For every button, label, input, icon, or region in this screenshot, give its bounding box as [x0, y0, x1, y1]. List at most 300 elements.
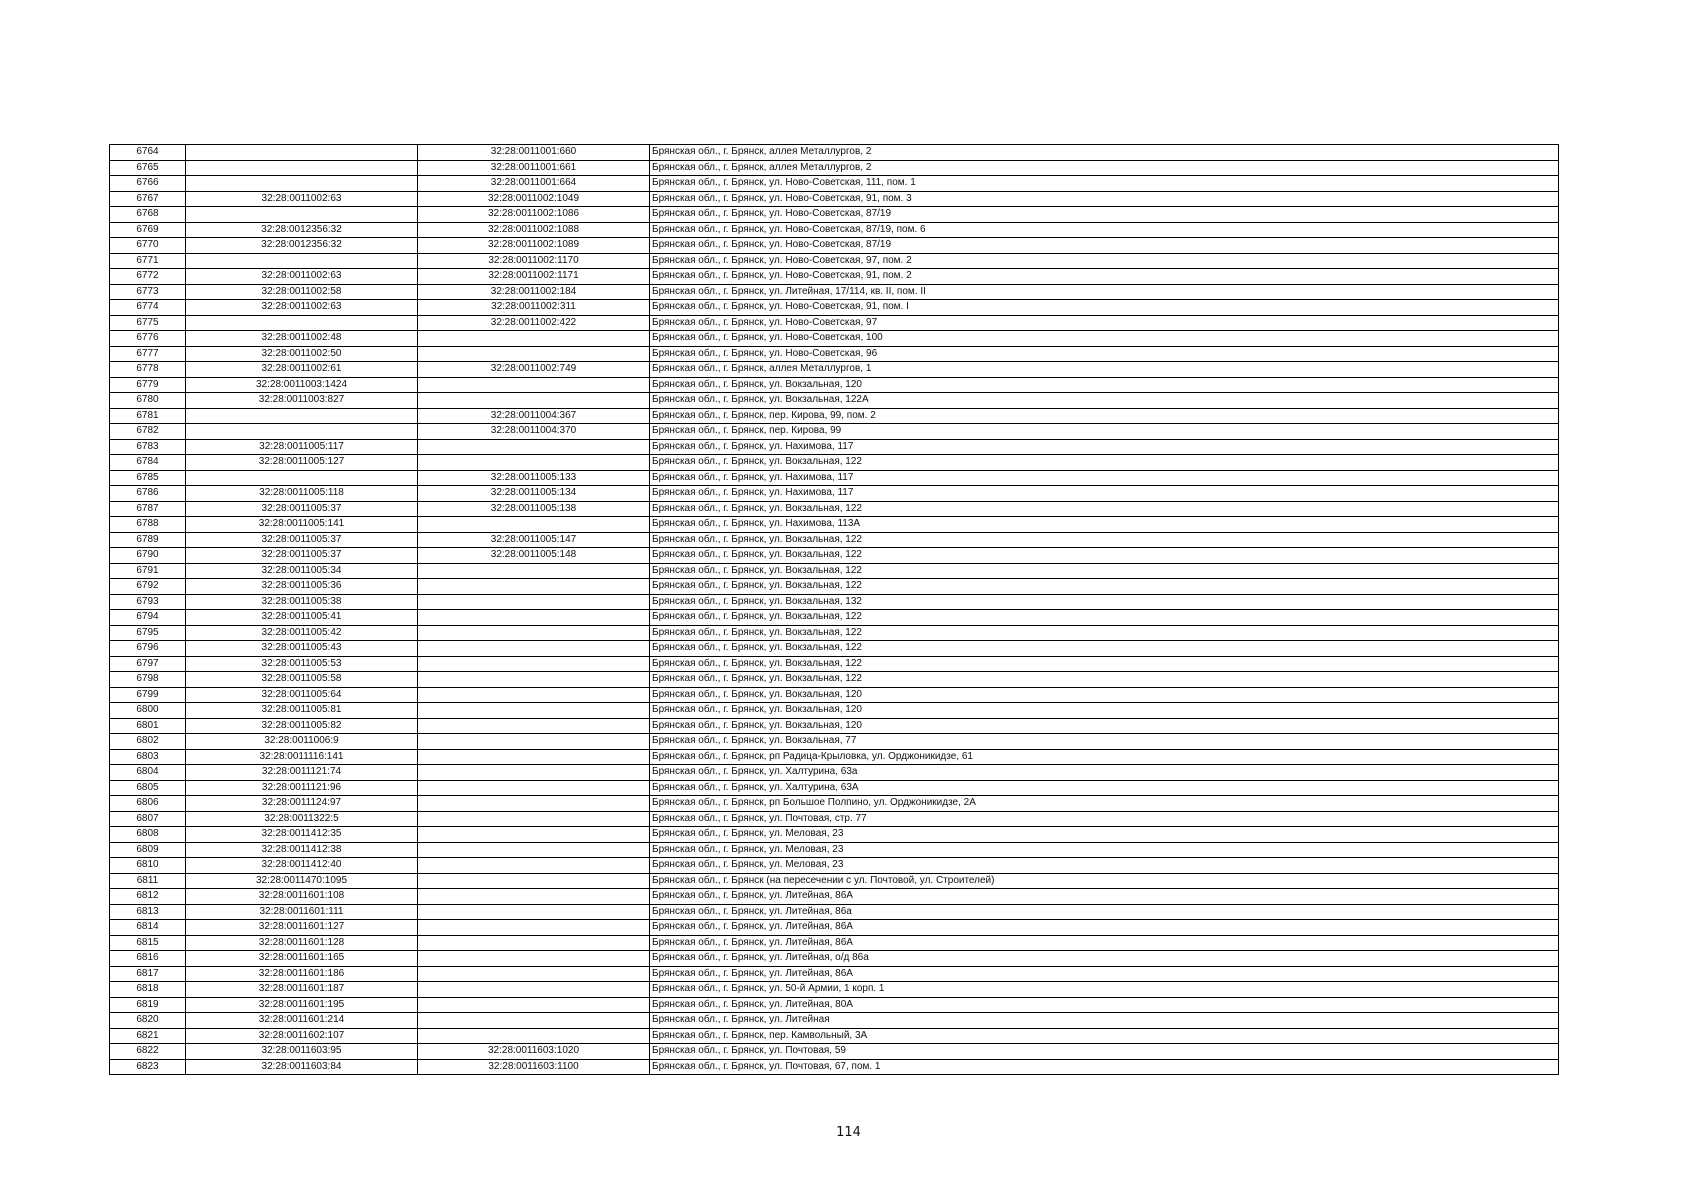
table-row	[110, 641, 1559, 657]
land-cadastral-number-cell: 32:28:0011005:34	[186, 563, 418, 579]
table-row	[110, 439, 1559, 455]
land-cadastral-number-cell: 32:28:0011412:35	[186, 827, 418, 843]
table-row	[110, 362, 1559, 378]
row-number-cell: 6819	[110, 997, 186, 1013]
table-row	[110, 982, 1559, 998]
building-cadastral-number-cell	[418, 517, 650, 533]
address-cell: Брянская обл., г. Брянск, ул. Вокзальная, 122	[650, 625, 1559, 641]
address-cell: Брянская обл., г. Брянск, ул. Нахимова, 117	[650, 470, 1559, 486]
table-row	[110, 300, 1559, 316]
table-row	[110, 424, 1559, 440]
building-cadastral-number-cell	[418, 811, 650, 827]
table-row	[110, 687, 1559, 703]
address-cell: Брянская обл., г. Брянск, ул. Ново-Советская, 97, пом. 2	[650, 253, 1559, 269]
building-cadastral-number-cell	[418, 641, 650, 657]
address-cell: Брянская обл., г. Брянск, ул. Меловая, 23	[650, 827, 1559, 843]
land-cadastral-number-cell: 32:28:0011005:81	[186, 703, 418, 719]
land-cadastral-number-cell: 32:28:0011003:827	[186, 393, 418, 409]
building-cadastral-number-cell: 32:28:0011005:147	[418, 532, 650, 548]
row-number-cell: 6788	[110, 517, 186, 533]
land-cadastral-number-cell: 32:28:0011005:43	[186, 641, 418, 657]
address-cell: Брянская обл., г. Брянск, ул. Ново-Советская, 100	[650, 331, 1559, 347]
land-cadastral-number-cell: 32:28:0011005:127	[186, 455, 418, 471]
land-cadastral-number-cell: 32:28:0011006:9	[186, 734, 418, 750]
address-cell: Брянская обл., г. Брянск, ул. 50-й Армии, 1 корп. 1	[650, 982, 1559, 998]
table-row	[110, 873, 1559, 889]
row-number-cell: 6817	[110, 966, 186, 982]
address-cell: Брянская обл., г. Брянск, ул. Ново-Советская, 87/19	[650, 238, 1559, 254]
table-row	[110, 238, 1559, 254]
row-number-cell: 6787	[110, 501, 186, 517]
address-cell: Брянская обл., г. Брянск, ул. Ново-Советская, 87/19	[650, 207, 1559, 223]
address-cell: Брянская обл., г. Брянск, ул. Ново-Советская, 97	[650, 315, 1559, 331]
row-number-cell: 6775	[110, 315, 186, 331]
land-cadastral-number-cell: 32:28:0011601:195	[186, 997, 418, 1013]
address-cell: Брянская обл., г. Брянск, ул. Литейная, 86А	[650, 966, 1559, 982]
registry-table-body	[110, 145, 1559, 1075]
land-cadastral-number-cell: 32:28:0011412:40	[186, 858, 418, 874]
land-cadastral-number-cell: 32:28:0011002:63	[186, 269, 418, 285]
table-row	[110, 1028, 1559, 1044]
row-number-cell: 6818	[110, 982, 186, 998]
building-cadastral-number-cell	[418, 951, 650, 967]
table-row	[110, 579, 1559, 595]
table-row	[110, 377, 1559, 393]
table-row	[110, 610, 1559, 626]
row-number-cell: 6806	[110, 796, 186, 812]
address-cell: Брянская обл., г. Брянск, ул. Литейная, 86А	[650, 935, 1559, 951]
table-row	[110, 470, 1559, 486]
land-cadastral-number-cell: 32:28:0011005:117	[186, 439, 418, 455]
table-row	[110, 780, 1559, 796]
table-row	[110, 718, 1559, 734]
land-cadastral-number-cell: 32:28:0011002:63	[186, 300, 418, 316]
building-cadastral-number-cell	[418, 734, 650, 750]
building-cadastral-number-cell	[418, 455, 650, 471]
land-cadastral-number-cell: 32:28:0011121:74	[186, 765, 418, 781]
building-cadastral-number-cell	[418, 656, 650, 672]
table-row	[110, 811, 1559, 827]
building-cadastral-number-cell	[418, 842, 650, 858]
table-row	[110, 594, 1559, 610]
address-cell: Брянская обл., г. Брянск, пер. Камвольный, 3А	[650, 1028, 1559, 1044]
table-row	[110, 331, 1559, 347]
row-number-cell: 6790	[110, 548, 186, 564]
address-cell: Брянская обл., г. Брянск, ул. Нахимова, 117	[650, 439, 1559, 455]
row-number-cell: 6799	[110, 687, 186, 703]
building-cadastral-number-cell	[418, 827, 650, 843]
row-number-cell: 6809	[110, 842, 186, 858]
building-cadastral-number-cell: 32:28:0011001:660	[418, 145, 650, 161]
row-number-cell: 6789	[110, 532, 186, 548]
row-number-cell: 6767	[110, 191, 186, 207]
land-cadastral-number-cell: 32:28:0011005:53	[186, 656, 418, 672]
row-number-cell: 6805	[110, 780, 186, 796]
row-number-cell: 6769	[110, 222, 186, 238]
building-cadastral-number-cell	[418, 1028, 650, 1044]
address-cell: Брянская обл., г. Брянск, аллея Металлургов, 2	[650, 145, 1559, 161]
address-cell: Брянская обл., г. Брянск, ул. Вокзальная, 77	[650, 734, 1559, 750]
land-cadastral-number-cell: 32:28:0011002:61	[186, 362, 418, 378]
table-row	[110, 563, 1559, 579]
address-cell: Брянская обл., г. Брянск, ул. Меловая, 23	[650, 858, 1559, 874]
row-number-cell: 6781	[110, 408, 186, 424]
page-number: 114	[836, 1125, 861, 1140]
land-cadastral-number-cell: 32:28:0011603:84	[186, 1059, 418, 1075]
table-row	[110, 1059, 1559, 1075]
land-cadastral-number-cell: 32:28:0011005:37	[186, 548, 418, 564]
land-cadastral-number-cell: 32:28:0011116:141	[186, 749, 418, 765]
land-cadastral-number-cell: 32:28:0012356:32	[186, 222, 418, 238]
building-cadastral-number-cell: 32:28:0011002:184	[418, 284, 650, 300]
row-number-cell: 6770	[110, 238, 186, 254]
row-number-cell: 6801	[110, 718, 186, 734]
table-row	[110, 408, 1559, 424]
table-row	[110, 501, 1559, 517]
row-number-cell: 6772	[110, 269, 186, 285]
land-cadastral-number-cell	[186, 145, 418, 161]
building-cadastral-number-cell: 32:28:0011004:370	[418, 424, 650, 440]
row-number-cell: 6823	[110, 1059, 186, 1075]
address-cell: Брянская обл., г. Брянск, ул. Нахимова, 117	[650, 486, 1559, 502]
row-number-cell: 6776	[110, 331, 186, 347]
address-cell: Брянская обл., г. Брянск, ул. Вокзальная, 122	[650, 532, 1559, 548]
land-cadastral-number-cell: 32:28:0011005:38	[186, 594, 418, 610]
row-number-cell: 6821	[110, 1028, 186, 1044]
land-cadastral-number-cell: 32:28:0011601:108	[186, 889, 418, 905]
land-cadastral-number-cell: 32:28:0011005:37	[186, 532, 418, 548]
address-cell: Брянская обл., г. Брянск, ул. Ново-Советская, 91, пом. I	[650, 300, 1559, 316]
row-number-cell: 6798	[110, 672, 186, 688]
address-cell: Брянская обл., г. Брянск, рп Радица-Крыловка, ул. Орджоникидзе, 61	[650, 749, 1559, 765]
row-number-cell: 6773	[110, 284, 186, 300]
row-number-cell: 6785	[110, 470, 186, 486]
building-cadastral-number-cell: 32:28:0011002:1089	[418, 238, 650, 254]
building-cadastral-number-cell: 32:28:0011001:664	[418, 176, 650, 192]
land-cadastral-number-cell: 32:28:0011002:50	[186, 346, 418, 362]
row-number-cell: 6803	[110, 749, 186, 765]
row-number-cell: 6779	[110, 377, 186, 393]
row-number-cell: 6778	[110, 362, 186, 378]
table-row	[110, 827, 1559, 843]
table-row	[110, 749, 1559, 765]
land-cadastral-number-cell: 32:28:0011003:1424	[186, 377, 418, 393]
property-registry-table	[109, 144, 1559, 1075]
table-row	[110, 191, 1559, 207]
row-number-cell: 6794	[110, 610, 186, 626]
land-cadastral-number-cell: 32:28:0012356:32	[186, 238, 418, 254]
table-row	[110, 269, 1559, 285]
land-cadastral-number-cell: 32:28:0011601:165	[186, 951, 418, 967]
table-row	[110, 997, 1559, 1013]
address-cell: Брянская обл., г. Брянск, ул. Литейная, 17/114, кв. II, пом. II	[650, 284, 1559, 300]
address-cell: Брянская обл., г. Брянск, ул. Почтовая, 67, пом. 1	[650, 1059, 1559, 1075]
building-cadastral-number-cell	[418, 889, 650, 905]
table-row	[110, 904, 1559, 920]
table-row	[110, 1044, 1559, 1060]
land-cadastral-number-cell: 32:28:0011002:58	[186, 284, 418, 300]
table-row	[110, 1013, 1559, 1029]
building-cadastral-number-cell	[418, 625, 650, 641]
address-cell: Брянская обл., г. Брянск, аллея Металлургов, 1	[650, 362, 1559, 378]
address-cell: Брянская обл., г. Брянск, ул. Вокзальная, 132	[650, 594, 1559, 610]
address-cell: Брянская обл., г. Брянск, ул. Литейная, 80А	[650, 997, 1559, 1013]
building-cadastral-number-cell: 32:28:0011005:138	[418, 501, 650, 517]
land-cadastral-number-cell: 32:28:0011005:118	[186, 486, 418, 502]
land-cadastral-number-cell: 32:28:0011602:107	[186, 1028, 418, 1044]
address-cell: Брянская обл., г. Брянск, ул. Вокзальная, 122	[650, 672, 1559, 688]
land-cadastral-number-cell	[186, 408, 418, 424]
row-number-cell: 6822	[110, 1044, 186, 1060]
address-cell: Брянская обл., г. Брянск, ул. Вокзальная, 122	[650, 610, 1559, 626]
building-cadastral-number-cell: 32:28:0011005:134	[418, 486, 650, 502]
address-cell: Брянская обл., г. Брянск, аллея Металлургов, 2	[650, 160, 1559, 176]
address-cell: Брянская обл., г. Брянск, ул. Вокзальная, 122	[650, 579, 1559, 595]
row-number-cell: 6793	[110, 594, 186, 610]
land-cadastral-number-cell: 32:28:0011470:1095	[186, 873, 418, 889]
building-cadastral-number-cell	[418, 346, 650, 362]
building-cadastral-number-cell: 32:28:0011005:148	[418, 548, 650, 564]
land-cadastral-number-cell	[186, 207, 418, 223]
building-cadastral-number-cell	[418, 579, 650, 595]
table-row	[110, 703, 1559, 719]
row-number-cell: 6765	[110, 160, 186, 176]
land-cadastral-number-cell	[186, 176, 418, 192]
address-cell: Брянская обл., г. Брянск, ул. Вокзальная, 120	[650, 703, 1559, 719]
building-cadastral-number-cell	[418, 858, 650, 874]
building-cadastral-number-cell	[418, 920, 650, 936]
row-number-cell: 6804	[110, 765, 186, 781]
row-number-cell: 6815	[110, 935, 186, 951]
row-number-cell: 6777	[110, 346, 186, 362]
building-cadastral-number-cell	[418, 672, 650, 688]
row-number-cell: 6820	[110, 1013, 186, 1029]
building-cadastral-number-cell	[418, 1013, 650, 1029]
land-cadastral-number-cell	[186, 470, 418, 486]
building-cadastral-number-cell	[418, 703, 650, 719]
land-cadastral-number-cell: 32:28:0011005:64	[186, 687, 418, 703]
table-row	[110, 176, 1559, 192]
table-row	[110, 920, 1559, 936]
row-number-cell: 6768	[110, 207, 186, 223]
row-number-cell: 6800	[110, 703, 186, 719]
building-cadastral-number-cell	[418, 765, 650, 781]
address-cell: Брянская обл., г. Брянск, ул. Ново-Советская, 91, пом. 2	[650, 269, 1559, 285]
building-cadastral-number-cell: 32:28:0011005:133	[418, 470, 650, 486]
land-cadastral-number-cell: 32:28:0011601:187	[186, 982, 418, 998]
address-cell: Брянская обл., г. Брянск, ул. Ново-Советская, 96	[650, 346, 1559, 362]
table-row	[110, 253, 1559, 269]
table-row	[110, 486, 1559, 502]
address-cell: Брянская обл., г. Брянск, ул. Литейная, 86а	[650, 904, 1559, 920]
table-row	[110, 765, 1559, 781]
land-cadastral-number-cell: 32:28:0011601:128	[186, 935, 418, 951]
table-row	[110, 222, 1559, 238]
land-cadastral-number-cell: 32:28:0011002:63	[186, 191, 418, 207]
address-cell: Брянская обл., г. Брянск, ул. Нахимова, 113А	[650, 517, 1559, 533]
land-cadastral-number-cell: 32:28:0011005:42	[186, 625, 418, 641]
building-cadastral-number-cell: 32:28:0011002:1086	[418, 207, 650, 223]
address-cell: Брянская обл., г. Брянск, ул. Вокзальная, 122	[650, 656, 1559, 672]
address-cell: Брянская обл., г. Брянск, ул. Почтовая, стр. 77	[650, 811, 1559, 827]
address-cell: Брянская обл., г. Брянск, ул. Литейная	[650, 1013, 1559, 1029]
table-row	[110, 842, 1559, 858]
land-cadastral-number-cell: 32:28:0011603:95	[186, 1044, 418, 1060]
table-row	[110, 966, 1559, 982]
address-cell: Брянская обл., г. Брянск, ул. Ново-Советская, 87/19, пом. 6	[650, 222, 1559, 238]
land-cadastral-number-cell	[186, 253, 418, 269]
land-cadastral-number-cell: 32:28:0011005:36	[186, 579, 418, 595]
building-cadastral-number-cell: 32:28:0011001:661	[418, 160, 650, 176]
table-row	[110, 517, 1559, 533]
land-cadastral-number-cell: 32:28:0011005:82	[186, 718, 418, 734]
table-row	[110, 160, 1559, 176]
address-cell: Брянская обл., г. Брянск, ул. Почтовая, 59	[650, 1044, 1559, 1060]
building-cadastral-number-cell	[418, 393, 650, 409]
table-row	[110, 951, 1559, 967]
land-cadastral-number-cell: 32:28:0011322:5	[186, 811, 418, 827]
land-cadastral-number-cell: 32:28:0011601:111	[186, 904, 418, 920]
building-cadastral-number-cell: 32:28:0011002:311	[418, 300, 650, 316]
table-row	[110, 315, 1559, 331]
row-number-cell: 6816	[110, 951, 186, 967]
table-row	[110, 284, 1559, 300]
building-cadastral-number-cell	[418, 749, 650, 765]
table-row	[110, 656, 1559, 672]
address-cell: Брянская обл., г. Брянск, ул. Ново-Советская, 111, пом. 1	[650, 176, 1559, 192]
table-row	[110, 672, 1559, 688]
building-cadastral-number-cell: 32:28:0011603:1020	[418, 1044, 650, 1060]
row-number-cell: 6764	[110, 145, 186, 161]
building-cadastral-number-cell	[418, 331, 650, 347]
land-cadastral-number-cell	[186, 424, 418, 440]
table-row	[110, 548, 1559, 564]
address-cell: Брянская обл., г. Брянск, ул. Вокзальная, 122	[650, 641, 1559, 657]
building-cadastral-number-cell: 32:28:0011004:367	[418, 408, 650, 424]
land-cadastral-number-cell: 32:28:0011005:37	[186, 501, 418, 517]
row-number-cell: 6811	[110, 873, 186, 889]
address-cell: Брянская обл., г. Брянск, ул. Ново-Советская, 91, пом. 3	[650, 191, 1559, 207]
row-number-cell: 6812	[110, 889, 186, 905]
table-row	[110, 796, 1559, 812]
building-cadastral-number-cell	[418, 377, 650, 393]
address-cell: Брянская обл., г. Брянск, ул. Вокзальная, 120	[650, 687, 1559, 703]
table-row	[110, 393, 1559, 409]
row-number-cell: 6782	[110, 424, 186, 440]
address-cell: Брянская обл., г. Брянск, ул. Вокзальная, 122	[650, 548, 1559, 564]
land-cadastral-number-cell: 32:28:0011601:186	[186, 966, 418, 982]
building-cadastral-number-cell: 32:28:0011603:1100	[418, 1059, 650, 1075]
land-cadastral-number-cell: 32:28:0011005:58	[186, 672, 418, 688]
address-cell: Брянская обл., г. Брянск, ул. Халтурина, 63а	[650, 765, 1559, 781]
address-cell: Брянская обл., г. Брянск, ул. Литейная, о/д 86а	[650, 951, 1559, 967]
building-cadastral-number-cell: 32:28:0011002:1171	[418, 269, 650, 285]
address-cell: Брянская обл., г. Брянск, ул. Вокзальная, 120	[650, 377, 1559, 393]
table-row	[110, 346, 1559, 362]
row-number-cell: 6802	[110, 734, 186, 750]
table-row	[110, 935, 1559, 951]
land-cadastral-number-cell: 32:28:0011412:38	[186, 842, 418, 858]
row-number-cell: 6791	[110, 563, 186, 579]
building-cadastral-number-cell	[418, 687, 650, 703]
land-cadastral-number-cell	[186, 160, 418, 176]
land-cadastral-number-cell: 32:28:0011124:97	[186, 796, 418, 812]
table-row	[110, 858, 1559, 874]
row-number-cell: 6774	[110, 300, 186, 316]
row-number-cell: 6795	[110, 625, 186, 641]
address-cell: Брянская обл., г. Брянск, ул. Вокзальная, 122	[650, 455, 1559, 471]
building-cadastral-number-cell	[418, 563, 650, 579]
building-cadastral-number-cell	[418, 904, 650, 920]
building-cadastral-number-cell	[418, 935, 650, 951]
building-cadastral-number-cell: 32:28:0011002:422	[418, 315, 650, 331]
land-cadastral-number-cell: 32:28:0011121:96	[186, 780, 418, 796]
row-number-cell: 6807	[110, 811, 186, 827]
address-cell: Брянская обл., г. Брянск, ул. Вокзальная, 120	[650, 718, 1559, 734]
table-row	[110, 455, 1559, 471]
land-cadastral-number-cell: 32:28:0011601:127	[186, 920, 418, 936]
building-cadastral-number-cell: 32:28:0011002:1170	[418, 253, 650, 269]
building-cadastral-number-cell: 32:28:0011002:1049	[418, 191, 650, 207]
address-cell: Брянская обл., г. Брянск, ул. Меловая, 23	[650, 842, 1559, 858]
address-cell: Брянская обл., г. Брянск, ул. Литейная, 86А	[650, 889, 1559, 905]
building-cadastral-number-cell	[418, 718, 650, 734]
address-cell: Брянская обл., г. Брянск, рп Большое Полпино, ул. Орджоникидзе, 2А	[650, 796, 1559, 812]
table-row	[110, 532, 1559, 548]
building-cadastral-number-cell	[418, 966, 650, 982]
row-number-cell: 6783	[110, 439, 186, 455]
building-cadastral-number-cell: 32:28:0011002:1088	[418, 222, 650, 238]
row-number-cell: 6771	[110, 253, 186, 269]
table-row	[110, 207, 1559, 223]
row-number-cell: 6796	[110, 641, 186, 657]
address-cell: Брянская обл., г. Брянск, пер. Кирова, 99	[650, 424, 1559, 440]
building-cadastral-number-cell	[418, 982, 650, 998]
building-cadastral-number-cell	[418, 594, 650, 610]
building-cadastral-number-cell	[418, 610, 650, 626]
building-cadastral-number-cell	[418, 780, 650, 796]
building-cadastral-number-cell: 32:28:0011002:749	[418, 362, 650, 378]
land-cadastral-number-cell: 32:28:0011601:214	[186, 1013, 418, 1029]
address-cell: Брянская обл., г. Брянск, ул. Вокзальная, 122А	[650, 393, 1559, 409]
land-cadastral-number-cell	[186, 315, 418, 331]
building-cadastral-number-cell	[418, 873, 650, 889]
address-cell: Брянская обл., г. Брянск, ул. Литейная, 86А	[650, 920, 1559, 936]
row-number-cell: 6810	[110, 858, 186, 874]
address-cell: Брянская обл., г. Брянск, ул. Вокзальная, 122	[650, 563, 1559, 579]
row-number-cell: 6797	[110, 656, 186, 672]
building-cadastral-number-cell	[418, 997, 650, 1013]
land-cadastral-number-cell: 32:28:0011005:41	[186, 610, 418, 626]
table-row	[110, 734, 1559, 750]
table-row	[110, 625, 1559, 641]
row-number-cell: 6792	[110, 579, 186, 595]
row-number-cell: 6808	[110, 827, 186, 843]
land-cadastral-number-cell: 32:28:0011005:141	[186, 517, 418, 533]
land-cadastral-number-cell: 32:28:0011002:48	[186, 331, 418, 347]
address-cell: Брянская обл., г. Брянск, ул. Вокзальная, 122	[650, 501, 1559, 517]
row-number-cell: 6766	[110, 176, 186, 192]
row-number-cell: 6814	[110, 920, 186, 936]
row-number-cell: 6786	[110, 486, 186, 502]
building-cadastral-number-cell	[418, 439, 650, 455]
address-cell: Брянская обл., г. Брянск (на пересечении с ул. Почтовой, ул. Строителей)	[650, 873, 1559, 889]
table-row	[110, 889, 1559, 905]
row-number-cell: 6813	[110, 904, 186, 920]
address-cell: Брянская обл., г. Брянск, пер. Кирова, 99, пом. 2	[650, 408, 1559, 424]
row-number-cell: 6784	[110, 455, 186, 471]
address-cell: Брянская обл., г. Брянск, ул. Халтурина, 63А	[650, 780, 1559, 796]
